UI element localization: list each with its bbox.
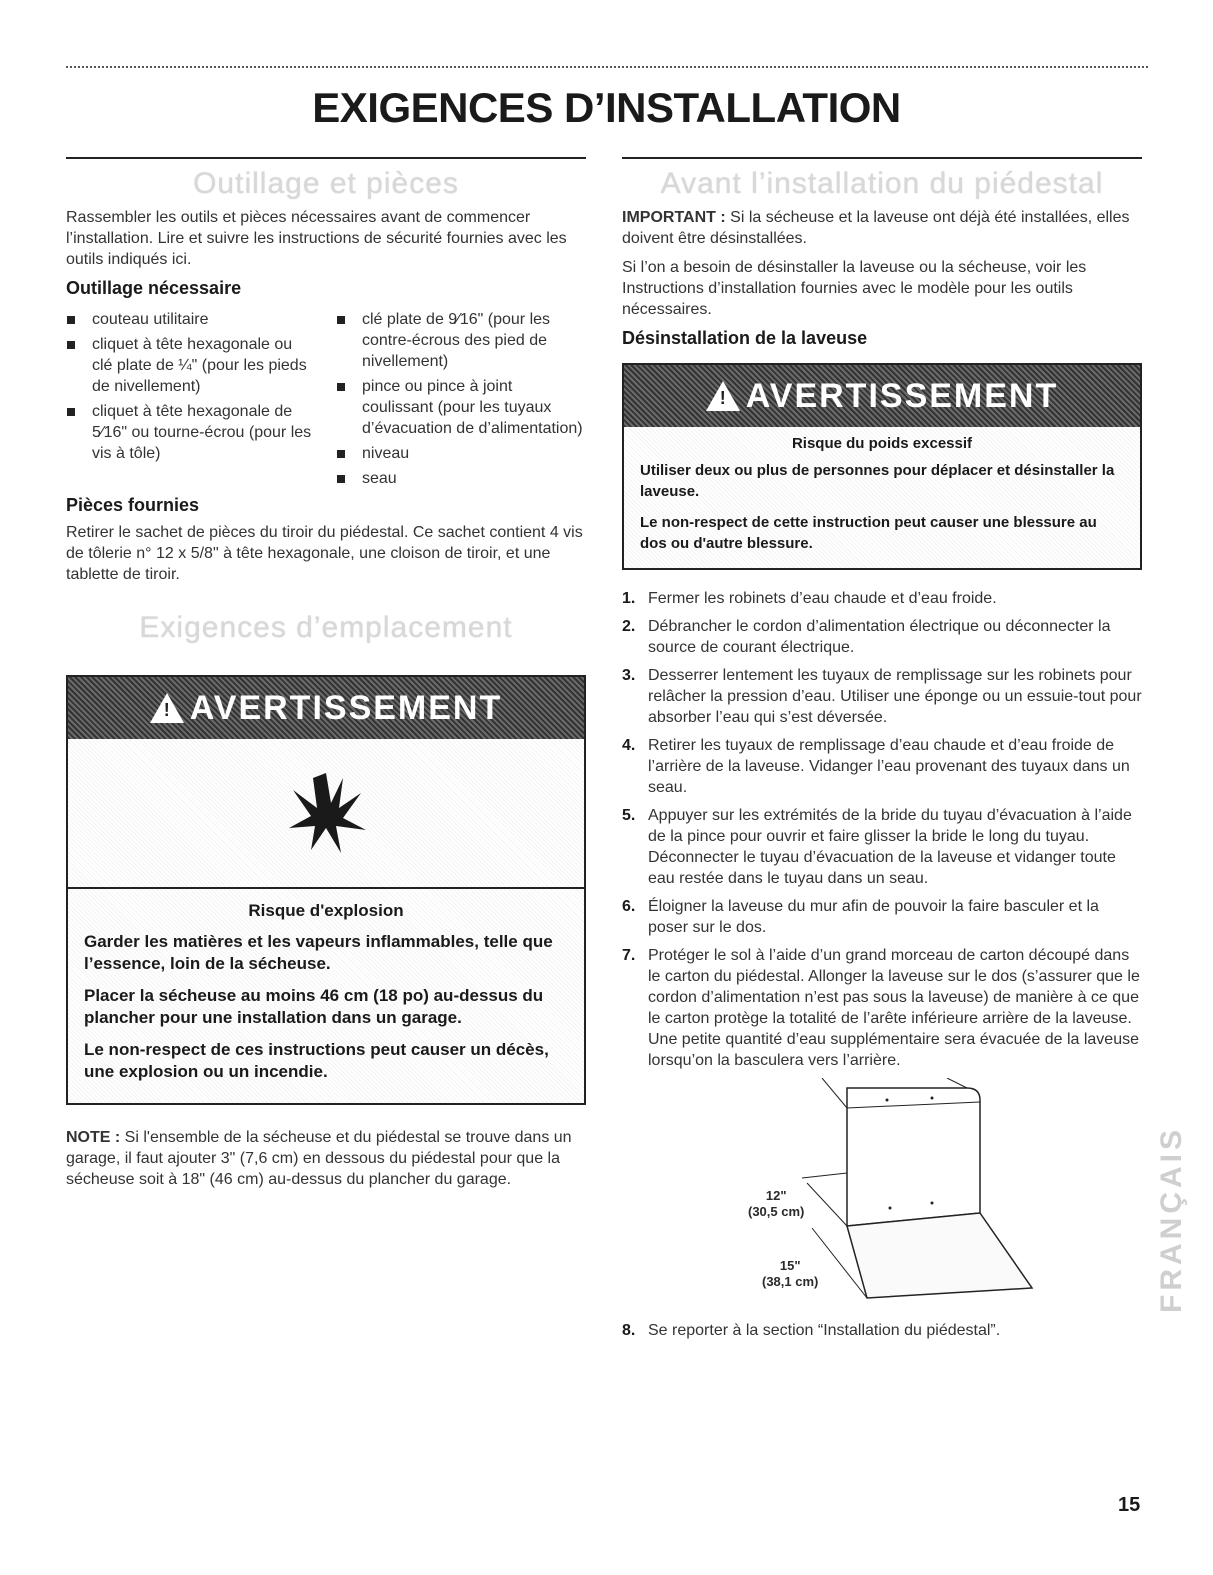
- important-label: IMPORTANT :: [622, 209, 726, 226]
- steps-list: [622, 588, 1142, 1071]
- warning-banner: ! AVERTISSEMENT: [624, 365, 1140, 427]
- dimension-label-12: 12" (30,5 cm): [748, 1188, 805, 1219]
- steps-list-continued: [622, 1320, 1142, 1341]
- weight-warning-box: [622, 363, 1142, 570]
- warning-title: Risque d'explosion: [248, 901, 404, 920]
- tools-heading: Outillage nécessaire: [66, 278, 242, 298]
- list-item: pince ou pince à joint coulissant (pour les tuyaux d’évacuation de d’alimentation): [336, 376, 586, 439]
- step-item: 8. Se reporter à la section “Installation du piédestal”.: [622, 1322, 1001, 1339]
- step-item: 4. Retirer les tuyaux de remplissage d’eau chaude et d’eau froide de l’arrière de la laveuse. Vidanger l’eau provenant des tuyaux dans un seau.: [622, 737, 1130, 796]
- top-dotted-rule: [66, 66, 1148, 68]
- list-item: cliquet à tête hexagonale ou clé plate de ¼" (pour les pieds de nivellement): [66, 334, 316, 397]
- warning-line: Le non-respect de ces instructions peut causer un décès, une explosion ou un incendie.: [84, 1040, 549, 1081]
- warning-line: Le non-respect de cette instruction peut causer une blessure au dos ou d'autre blessure.: [640, 514, 1097, 552]
- step-item: 5. Appuyer sur les extrémités de la bride du tuyau d’évacuation à l’aide de la pince pour ouvrir et faire glisser la bride le long du tuyau. Déconnecter le tuyau d’évacuation de la laveuse et vidanger toute eau restée dans le tuyau dans un seau.: [622, 807, 1132, 887]
- washer-uninstall-heading: Désinstallation de la laveuse: [622, 328, 868, 348]
- bullet-icon: [67, 316, 75, 324]
- page-number: 15: [1118, 1494, 1141, 1516]
- step-item: 2. Débrancher le cordon d’alimentation électrique ou déconnecter la source de courant électrique.: [622, 618, 1111, 656]
- before-install-heading: Avant l’installation du piédestal: [660, 167, 1104, 200]
- right-column: [622, 157, 1142, 1348]
- step-item: 6. Éloigner la laveuse du mur afin de pouvoir la faire basculer et la poser sur le dos.: [622, 898, 1099, 936]
- warning-body: [68, 889, 584, 1103]
- bullet-icon: [337, 316, 345, 324]
- important-text: Si la sécheuse et la laveuse ont déjà été installées, elles doivent être désinstallées.: [622, 209, 1130, 247]
- dimension-label-15: 15" (38,1 cm): [762, 1258, 819, 1289]
- tools-section-heading: Outillage et pièces: [193, 167, 459, 200]
- warning-line: Utiliser deux ou plus de personnes pour déplacer et désinstaller la laveuse.: [640, 462, 1115, 500]
- important-paragraph: [622, 207, 1142, 249]
- list-item: couteau utilitaire: [66, 309, 316, 330]
- tools-list: [66, 309, 586, 493]
- location-section-heading: Exigences d’emplacement: [139, 611, 513, 644]
- washer-figure: [622, 1078, 1142, 1316]
- parts-heading: Pièces fournies: [66, 495, 200, 515]
- note-paragraph: [66, 1127, 586, 1190]
- explosion-icon: [281, 768, 371, 858]
- right-column-rule: [622, 157, 1142, 159]
- bullet-icon: [337, 475, 345, 483]
- step-item: 7. Protéger le sol à l’aide d’un grand morceau de carton découpé dans le carton du piédestal. Allonger la laveuse sur le dos (s’assurer que le cordon d’alimentation n’est pas sous la laveuse) de manière à ce que le carton protège la totalité de l’arête inférieure arrière de la laveuse. Une petite quantité d’eau supplémentaire sera évacuée de la laveuse lorsqu’on la basculera vers l’arrière.: [622, 947, 1140, 1069]
- uninstall-paragraph: Si l’on a besoin de désinstaller la laveuse ou la sécheuse, voir les Instructions d’installation fournies avec le modèle pour les outils nécessaires.: [622, 259, 1087, 318]
- warning-banner: ! AVERTISSEMENT: [68, 677, 584, 739]
- left-column-rule: [66, 157, 586, 159]
- step-item: 1. Fermer les robinets d’eau chaude et d’eau froide.: [622, 590, 997, 607]
- bullet-icon: [337, 450, 345, 458]
- list-item: cliquet à tête hexagonale de 5⁄16" ou tourne-écrou (pour les vis à tôle): [66, 401, 316, 464]
- warning-triangle-icon: !: [706, 381, 740, 411]
- explosion-icon-row: [68, 739, 584, 889]
- page-title: EXIGENCES D’INSTALLATION: [312, 84, 901, 131]
- tools-list-col2: [336, 309, 586, 493]
- bullet-icon: [67, 408, 75, 416]
- warning-body: [624, 427, 1140, 568]
- step-item: 3. Desserrer lentement les tuyaux de remplissage sur les robinets pour relâcher la pression d’eau. Utiliser une éponge ou un essuie-tout pour absorber l’eau qui s’est déversée.: [622, 667, 1142, 726]
- list-item: clé plate de 9⁄16" (pour les contre-écrous des pied de nivellement): [336, 309, 586, 372]
- left-column: [66, 157, 586, 1198]
- warning-triangle-icon: !: [150, 693, 184, 723]
- warning-line: Garder les matières et les vapeurs inflammables, telle que l’essence, loin de la sécheuse.: [84, 932, 553, 973]
- language-side-tab: FRANÇAIS: [1155, 1126, 1188, 1314]
- parts-text: Retirer le sachet de pièces du tiroir du piédestal. Ce sachet contient 4 vis de tôlerie n° 12 x 5/8" à tête hexagonale, une cloison de tiroir, et une tablette de tiroir.: [66, 524, 583, 583]
- warning-title: Risque du poids excessif: [791, 435, 973, 452]
- list-item: niveau: [336, 443, 586, 464]
- washer-on-back-illustration: [622, 1078, 1142, 1316]
- tools-list-col1: [66, 309, 316, 493]
- note-text: Si l'ensemble de la sécheuse et du piédestal se trouve dans un garage, il faut ajouter 3" (7,6 cm) en dessous du piédestal pour que la sécheuse soit à 18" (46 cm) au-dessus du plancher du garage.: [66, 1129, 572, 1188]
- note-label: NOTE :: [66, 1129, 121, 1146]
- explosion-warning-box: [66, 675, 586, 1105]
- warning-line: Placer la sécheuse au moins 46 cm (18 po) au-dessus du plancher pour une installation dans un garage.: [84, 986, 544, 1027]
- list-item: seau: [336, 468, 586, 489]
- tools-intro: Rassembler les outils et pièces nécessaires avant de commencer l’installation. Lire et suivre les instructions de sécurité fournies avec les outils indiqués ici.: [66, 209, 567, 268]
- bullet-icon: [67, 341, 75, 349]
- bullet-icon: [337, 383, 345, 391]
